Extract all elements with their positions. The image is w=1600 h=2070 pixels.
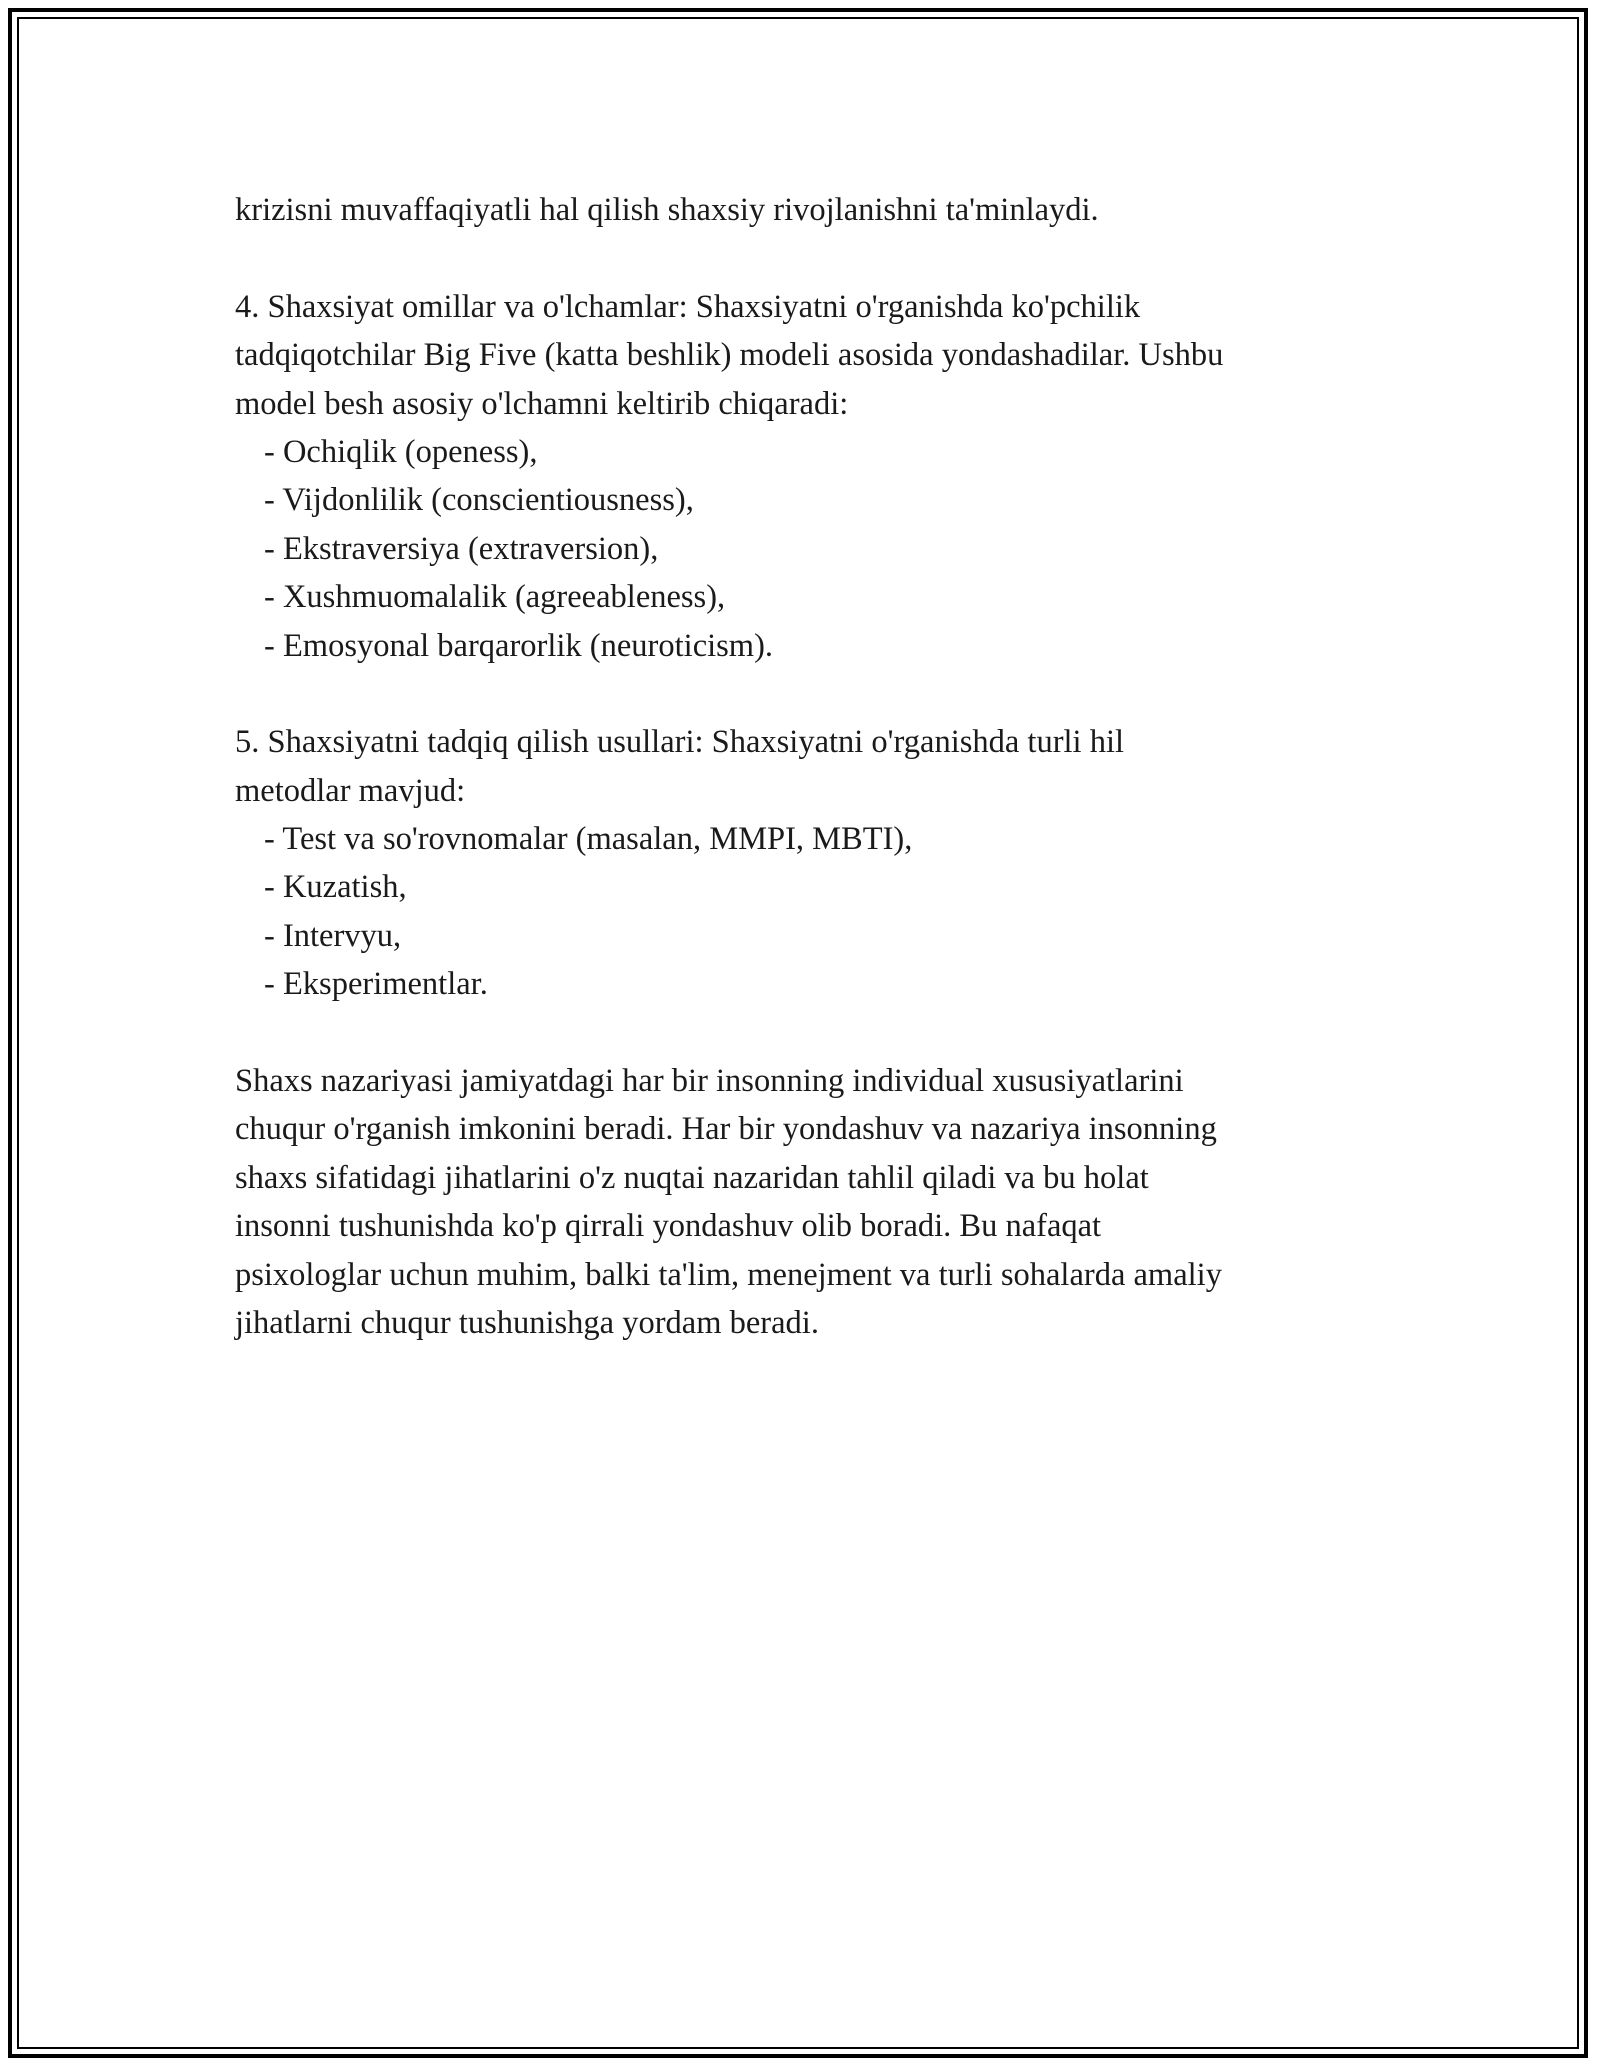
conclusion-line: Shaxs nazariyasi jamiyatdagi har bir insonning individual xususiyatlarini	[235, 1063, 1184, 1100]
list-item: - Ekstraversiya (extraversion),	[264, 530, 659, 567]
conclusion-paragraph	[235, 1057, 1375, 1347]
list-item: - Kuzatish,	[264, 869, 407, 906]
section-5-line: 5. Shaxsiyatni tadqiq qilish usullari: Shaxsiyatni o'rganishda turli hil	[235, 724, 1125, 761]
paragraph-gap	[235, 234, 1375, 282]
conclusion-line: chuqur o'rganish imkonini beradi. Har bir yondashuv va nazariya insonning	[235, 1111, 1217, 1148]
conclusion-line: insonni tushunishda ko'p qirrali yondashuv olib boradi. Bu nafaqat	[235, 1208, 1102, 1245]
section-4-line: model besh asosiy o'lchamni keltirib chiqaradi:	[235, 385, 849, 422]
list-item: - Emosyonal barqarorlik (neuroticism).	[264, 627, 774, 664]
conclusion-line: shaxs sifatidagi jihatlarini o'z nuqtai nazaridan tahlil qiladi va bu holat	[235, 1159, 1149, 1196]
section-4-line: tadqiqotchilar Big Five (katta beshlik) modeli asosida yondashadilar. Ushbu	[235, 337, 1224, 374]
document-body	[235, 186, 1375, 1347]
section-4	[235, 283, 1375, 670]
continuation-line: krizisni muvaffaqiyatli hal qilish shaxsiy rivojlanishni ta'minlaydi.	[235, 192, 1099, 228]
paragraph-gap	[235, 1009, 1375, 1057]
conclusion-line: jihatlarni chuqur tushunishga yordam beradi.	[235, 1304, 819, 1341]
conclusion-line: psixologlar uchun muhim, balki ta'lim, menejment va turli sohalarda amaliy	[235, 1256, 1222, 1293]
section-5	[235, 718, 1375, 1008]
list-item: - Eksperimentlar.	[264, 966, 488, 1003]
list-item: - Test va so'rovnomalar (masalan, MMPI, MBTI),	[264, 821, 913, 858]
list-item: - Xushmuomalalik (agreeableness),	[264, 579, 726, 616]
list-item: - Vijdonlilik (conscientiousness),	[264, 482, 694, 519]
list-item: - Ochiqlik (openess),	[264, 433, 538, 470]
paragraph-gap	[235, 670, 1375, 718]
section-4-line: 4. Shaxsiyat omillar va o'lchamlar: Shaxsiyatni o'rganishda ko'pchilik	[235, 288, 1141, 325]
list-item: - Intervyu,	[264, 917, 402, 954]
section-5-line: metodlar mavjud:	[235, 772, 466, 809]
